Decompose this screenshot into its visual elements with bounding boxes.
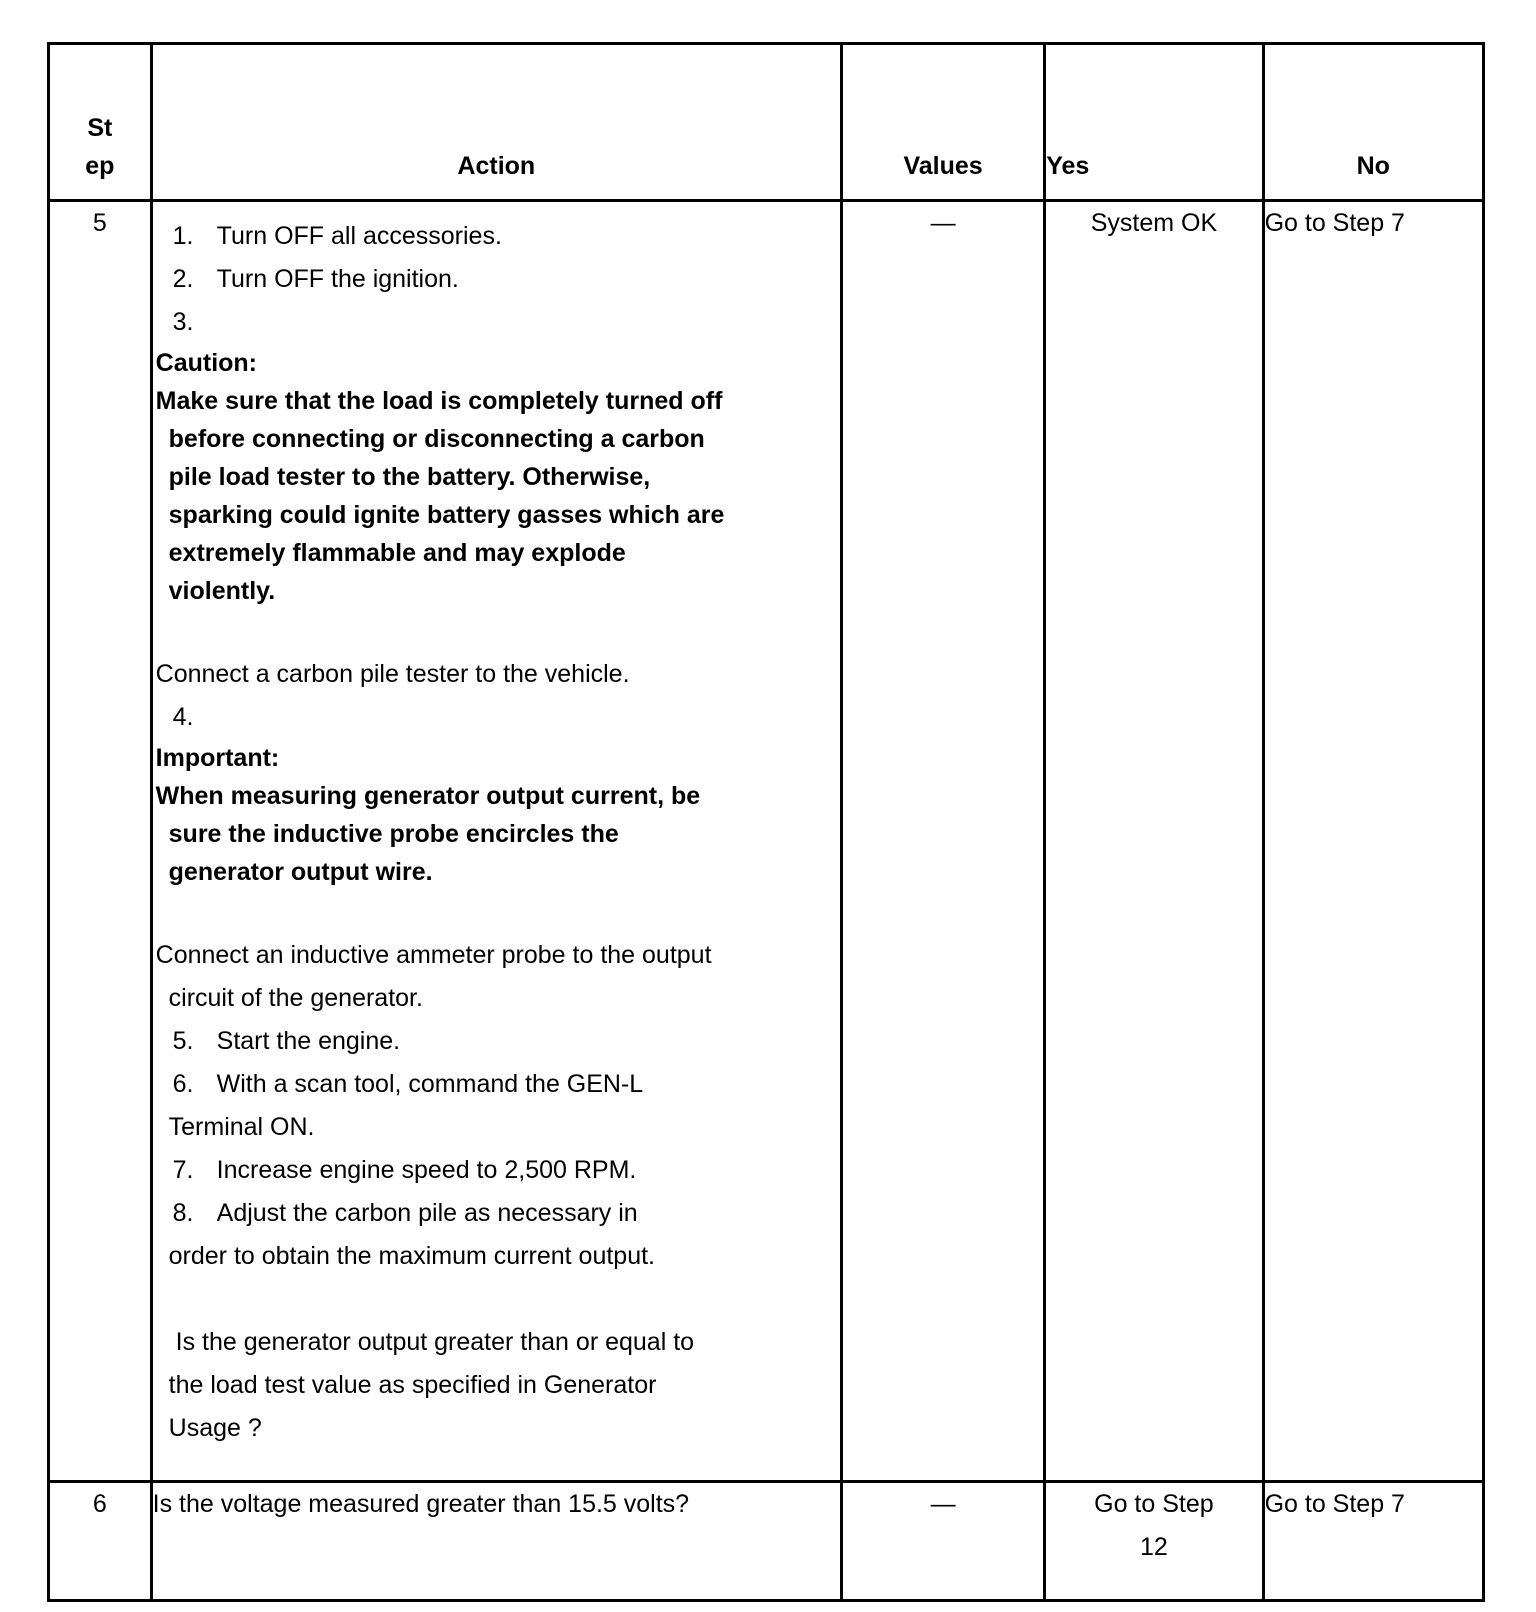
no-cell: Go to Step 7	[1263, 201, 1483, 1482]
question-text: Is the generator output greater than or equal to the load test value as specified in Generator Usage ?	[168, 1328, 695, 1442]
list-item-continuation: order to obtain the maximum current output.	[168, 1242, 655, 1270]
step-3-text: Connect a carbon pile tester to the vehicle.	[155, 660, 630, 688]
list-item: 7. Increase engine speed to 2,500 RPM.	[172, 1156, 637, 1184]
header-step-line1: St	[87, 114, 113, 142]
no-cell: Go to Step 7	[1263, 1482, 1483, 1601]
action-cell: Is the voltage measured greater than 15.5 volts?	[151, 1482, 841, 1601]
list-item: 4.	[172, 703, 194, 731]
list-item: 2. Turn OFF the ignition.	[172, 265, 459, 293]
header-values: Values	[841, 44, 1044, 201]
step-number: 5	[49, 201, 152, 1482]
header-yes: Yes	[1045, 44, 1263, 201]
yes-cell: System OK	[1045, 201, 1263, 1482]
step-4-text: Connect an inductive ammeter probe to the output circuit of the generator.	[155, 941, 712, 1012]
important-text: When measuring generator output current, be sure the inductive probe encircles the generator output wire.	[155, 782, 701, 886]
list-item: 5. Start the engine.	[172, 1027, 401, 1055]
step-number: 6	[49, 1482, 152, 1601]
header-action: Action	[151, 44, 841, 201]
important-heading: Important:	[155, 744, 280, 772]
header-step	[49, 44, 152, 201]
list-item: 6. With a scan tool, command the GEN-L	[172, 1070, 644, 1098]
table-row-step-5	[49, 201, 1484, 1482]
diagnostic-table	[47, 42, 1485, 1602]
table-row-step-6	[49, 1482, 1484, 1601]
yes-cell: Go to Step 12	[1045, 1482, 1263, 1601]
list-item: 3.	[172, 308, 194, 336]
list-item: 1. Turn OFF all accessories.	[172, 222, 502, 250]
header-no: No	[1263, 44, 1483, 201]
values-cell: —	[841, 1482, 1044, 1601]
caution-text: Make sure that the load is completely turned off before connecting or disconnecting a carbon pile load tester to the battery. Otherwise, sparking could ignite battery gasses which are extremely flammable and may explode violently.	[155, 387, 725, 605]
action-cell	[151, 201, 841, 1482]
header-step-line2: ep	[85, 152, 115, 180]
list-item-continuation: Terminal ON.	[168, 1113, 315, 1141]
table-header-row	[49, 44, 1484, 201]
values-cell: —	[841, 201, 1044, 1482]
caution-heading: Caution:	[155, 349, 258, 377]
list-item: 8. Adjust the carbon pile as necessary in	[172, 1199, 638, 1227]
